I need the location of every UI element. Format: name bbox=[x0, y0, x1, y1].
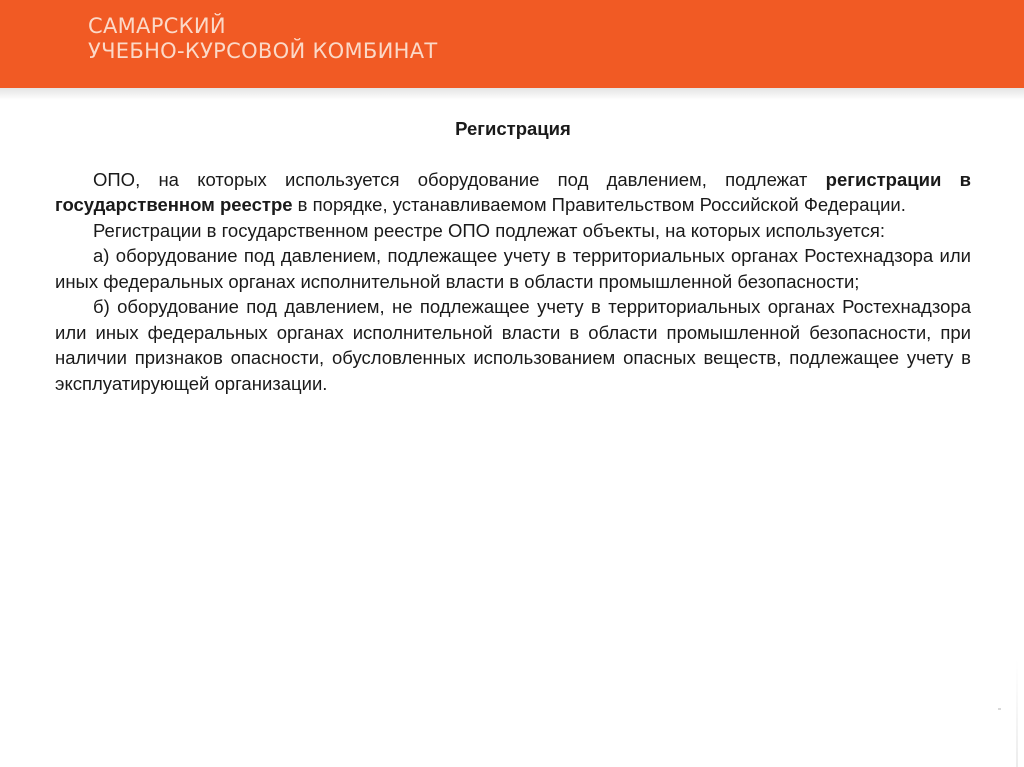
decorative-dot bbox=[998, 708, 1001, 710]
brand-line-2: УЧЕБНО-КУРСОВОЙ КОМБИНАТ bbox=[88, 39, 438, 63]
header-shadow bbox=[0, 88, 1024, 100]
decorative-edge-line bbox=[1016, 660, 1018, 767]
paragraph-3: а) оборудование под давлением, подлежащее учету в территориальных органах Ростехнадзора или иных федеральных органах исполнительной власти в области промышленной безопасности; bbox=[55, 245, 971, 292]
paragraph-1-start: ОПО, на которых используется оборудование под давлением, подлежат bbox=[93, 168, 826, 190]
header-bar bbox=[0, 0, 1024, 88]
paragraph-1-end: в порядке, устанавливаемом Правительством Российской Федерации. bbox=[292, 194, 906, 215]
document-body bbox=[55, 116, 971, 396]
paragraph-1-bold: регистрации в государственном реестре bbox=[55, 168, 971, 215]
paragraph-4: б) оборудование под давлением, не подлежащее учету в территориальных органах Ростехнадзора или иных федеральных органах исполнительной власти в области промышленной безопасности, при наличии признаков опасности, обусловленных использованием опасных веществ, подлежащее учету в эксплуатирующей организации. bbox=[55, 296, 971, 394]
paragraph-1 bbox=[55, 167, 971, 218]
brand-logo-text bbox=[88, 14, 438, 64]
brand-line-1: САМАРСКИЙ bbox=[88, 14, 226, 38]
document-title: Регистрация bbox=[455, 118, 571, 139]
paragraph-2: Регистрации в государственном реестре ОПО подлежат объекты, на которых используется: bbox=[93, 219, 886, 241]
